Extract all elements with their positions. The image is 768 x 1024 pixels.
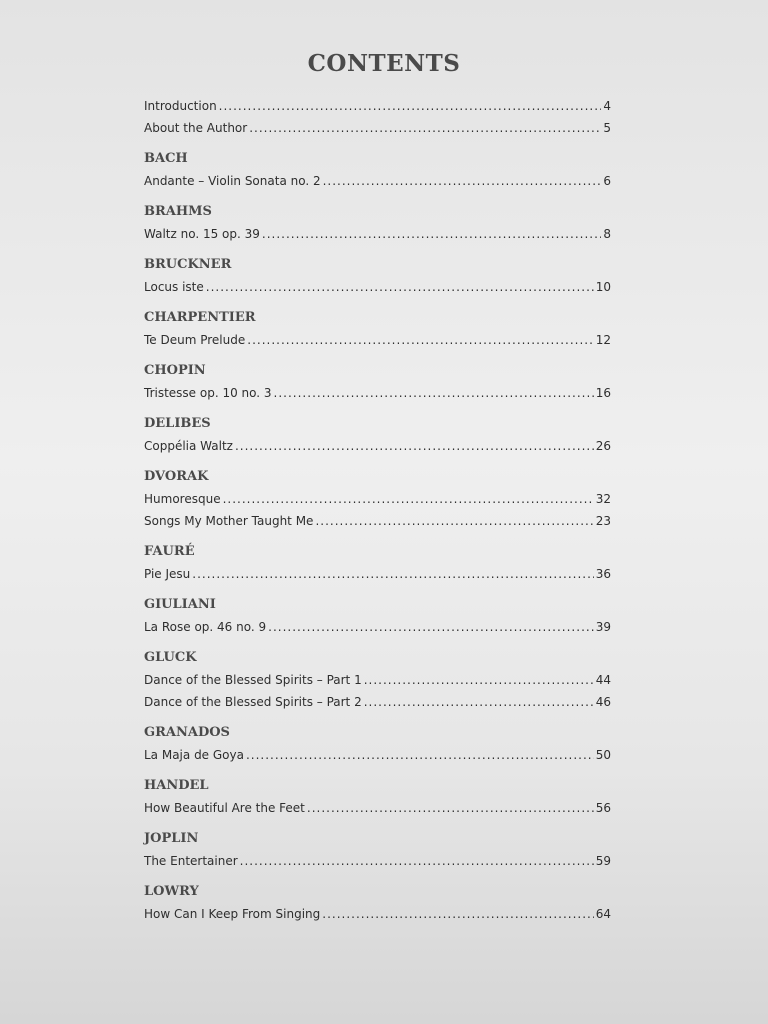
table-of-contents [144, 95, 611, 925]
dot-leader [268, 616, 594, 638]
dot-leader [192, 563, 593, 585]
composer-sections [144, 148, 611, 925]
composer-heading: GLUCK [144, 650, 197, 665]
composer-heading: DVORAK [144, 469, 209, 484]
composer-heading: HANDEL [144, 778, 209, 793]
entry-title: Coppélia Waltz [144, 439, 233, 453]
entry-title: Tristesse op. 10 no. 3 [144, 386, 272, 400]
composer-section [144, 201, 611, 245]
entry-title: About the Author [144, 121, 248, 135]
entry-page-number: 64 [595, 907, 611, 921]
composer-heading: LOWRY [144, 884, 199, 899]
composer-heading: GRANADOS [144, 725, 230, 740]
composer-section [144, 775, 611, 819]
toc-entry[interactable] [144, 563, 611, 585]
entry-page-number: 16 [595, 386, 611, 400]
dot-leader [206, 276, 594, 298]
toc-entry[interactable] [144, 616, 611, 638]
page-title: CONTENTS [307, 50, 461, 77]
entry-page-number: 59 [595, 854, 611, 868]
toc-entry[interactable] [144, 797, 611, 819]
toc-entry[interactable] [144, 850, 611, 872]
entry-title: Introduction [144, 99, 217, 113]
composer-section [144, 541, 611, 585]
toc-entry[interactable] [144, 691, 611, 713]
composer-section [144, 881, 611, 925]
entry-page-number: 8 [603, 227, 611, 241]
composer-heading: BRAHMS [144, 204, 212, 219]
composer-heading: FAURÉ [144, 544, 195, 559]
dot-leader [274, 382, 594, 404]
composer-heading: JOPLIN [144, 831, 199, 846]
composer-heading: BACH [144, 151, 188, 166]
dot-leader [315, 510, 593, 532]
toc-entry[interactable] [144, 510, 611, 532]
dot-leader [223, 488, 594, 510]
entry-title: La Maja de Goya [144, 748, 244, 762]
entry-page-number: 26 [595, 439, 611, 453]
intro-entries [144, 95, 611, 139]
dot-leader [235, 435, 594, 457]
dot-leader [219, 95, 602, 117]
toc-entry[interactable] [144, 117, 611, 139]
toc-entry[interactable] [144, 276, 611, 298]
dot-leader [262, 223, 601, 245]
dot-leader [247, 329, 593, 351]
entry-page-number: 46 [595, 695, 611, 709]
toc-entry[interactable] [144, 329, 611, 351]
dot-leader [364, 691, 594, 713]
composer-section [144, 466, 611, 532]
entry-page-number: 4 [603, 99, 611, 113]
entry-title: The Entertainer [144, 854, 238, 868]
entry-title: Locus iste [144, 280, 204, 294]
toc-entry[interactable] [144, 435, 611, 457]
dot-leader [322, 903, 593, 925]
dot-leader [364, 669, 594, 691]
composer-heading: GIULIANI [144, 597, 216, 612]
entry-title: Te Deum Prelude [144, 333, 246, 347]
toc-entry[interactable] [144, 488, 611, 510]
dot-leader [323, 170, 602, 192]
toc-entry[interactable] [144, 95, 611, 117]
toc-entry[interactable] [144, 382, 611, 404]
entry-title: Dance of the Blessed Spirits – Part 1 [144, 673, 362, 687]
composer-section [144, 360, 611, 404]
entry-page-number: 39 [595, 620, 611, 634]
toc-entry[interactable] [144, 223, 611, 245]
entry-title: Humoresque [144, 492, 221, 506]
composer-heading: BRUCKNER [144, 257, 232, 272]
entry-page-number: 5 [603, 121, 611, 135]
entry-page-number: 56 [595, 801, 611, 815]
composer-heading: CHARPENTIER [144, 310, 256, 325]
composer-section [144, 722, 611, 766]
composer-heading: DELIBES [144, 416, 211, 431]
entry-title: Dance of the Blessed Spirits – Part 2 [144, 695, 362, 709]
entry-title: How Beautiful Are the Feet [144, 801, 305, 815]
composer-section [144, 594, 611, 638]
dot-leader [249, 117, 601, 139]
dot-leader [246, 744, 594, 766]
entry-page-number: 44 [595, 673, 611, 687]
entry-page-number: 23 [595, 514, 611, 528]
toc-entry[interactable] [144, 744, 611, 766]
entry-title: Waltz no. 15 op. 39 [144, 227, 260, 241]
entry-page-number: 12 [595, 333, 611, 347]
entry-title: Andante – Violin Sonata no. 2 [144, 174, 321, 188]
toc-entry[interactable] [144, 903, 611, 925]
composer-section [144, 148, 611, 192]
composer-section [144, 828, 611, 872]
entry-page-number: 32 [595, 492, 611, 506]
entry-title: Songs My Mother Taught Me [144, 514, 314, 528]
entry-title: Pie Jesu [144, 567, 191, 581]
entry-title: La Rose op. 46 no. 9 [144, 620, 267, 634]
toc-entry[interactable] [144, 669, 611, 691]
dot-leader [240, 850, 594, 872]
toc-entry[interactable] [144, 170, 611, 192]
dot-leader [307, 797, 594, 819]
entry-page-number: 36 [595, 567, 611, 581]
entry-page-number: 10 [595, 280, 611, 294]
entry-page-number: 6 [603, 174, 611, 188]
composer-section [144, 413, 611, 457]
composer-heading: CHOPIN [144, 363, 206, 378]
composer-section [144, 647, 611, 713]
entry-page-number: 50 [595, 748, 611, 762]
entry-title: How Can I Keep From Singing [144, 907, 321, 921]
composer-section [144, 307, 611, 351]
composer-section [144, 254, 611, 298]
